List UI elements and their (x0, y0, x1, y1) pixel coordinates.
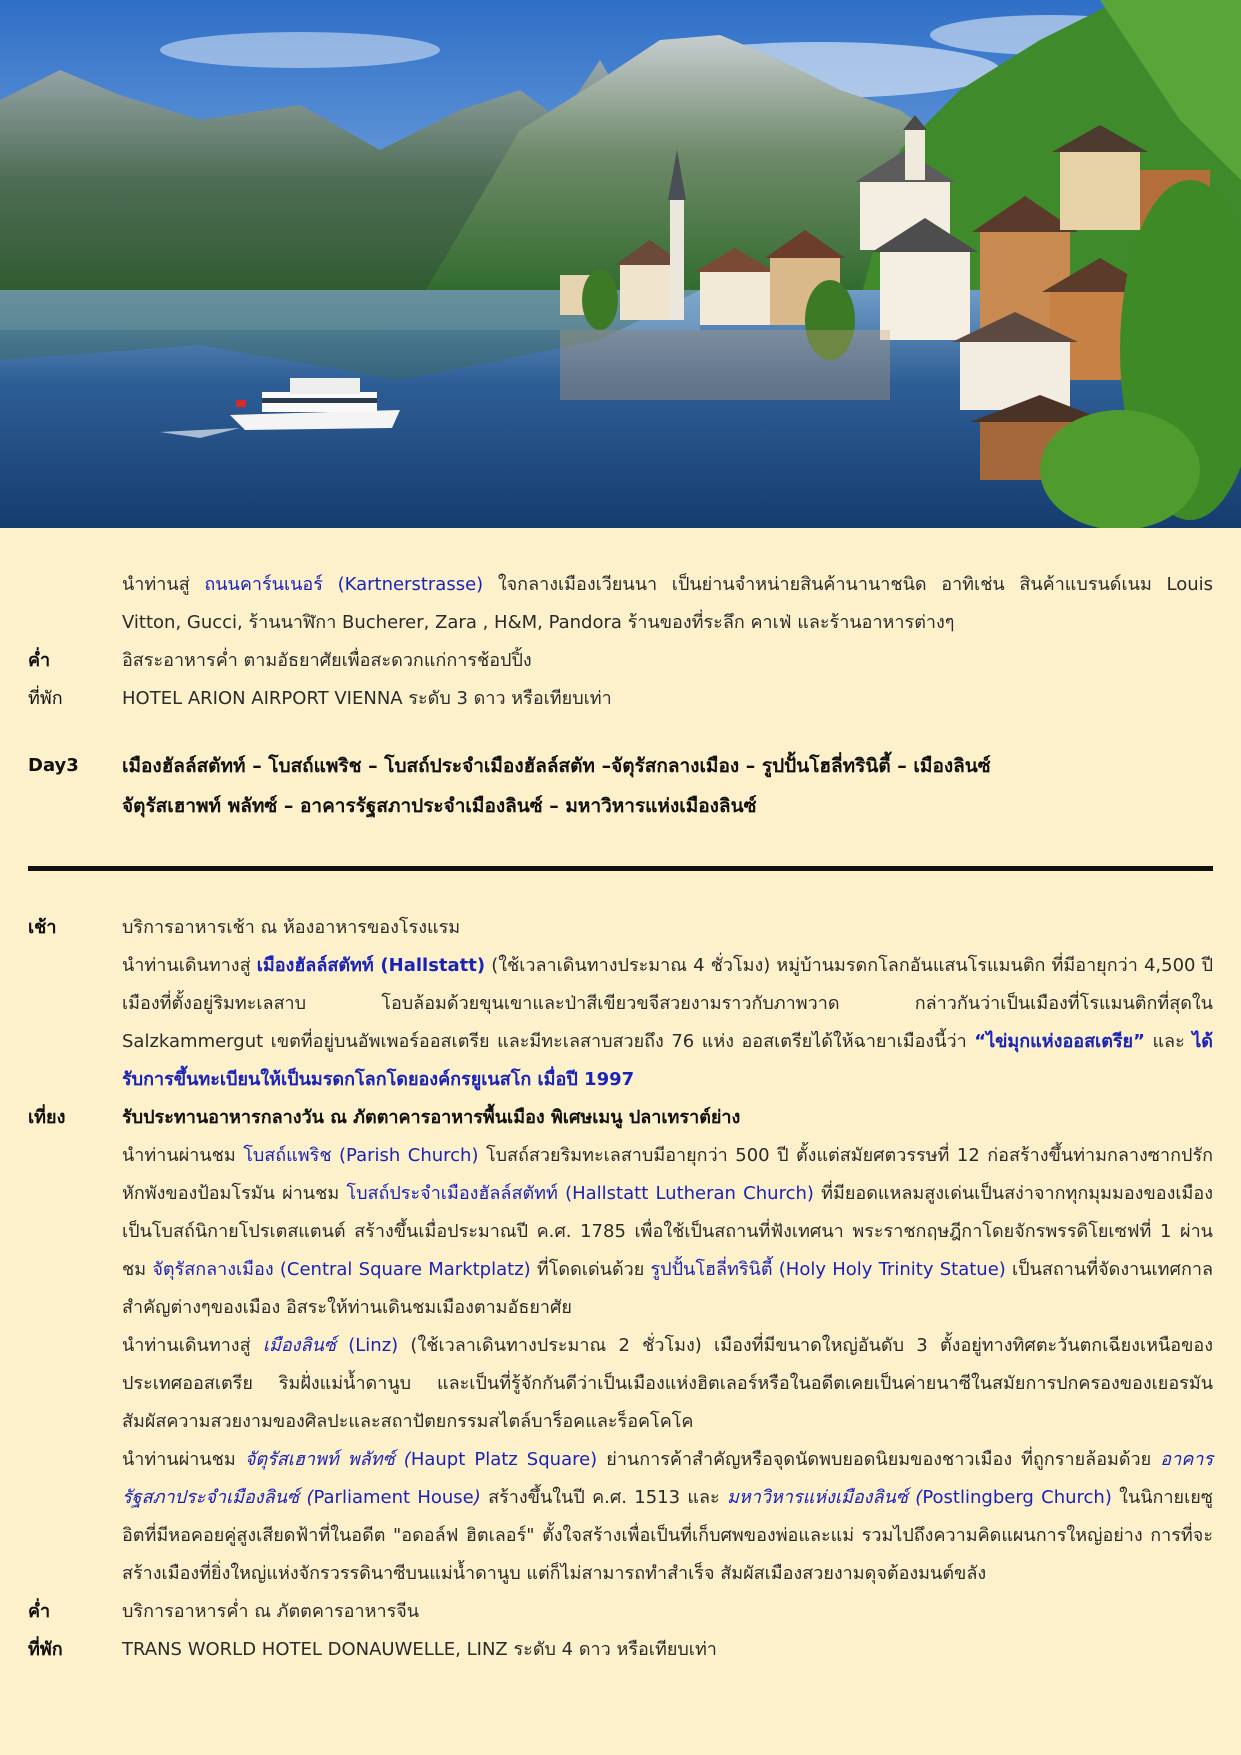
hallstatt-landscape-image (0, 0, 1241, 528)
text: นำท่านผ่านชม (122, 1145, 244, 1166)
hero-photo (0, 0, 1241, 528)
lunch-label: เที่ยง (28, 1107, 66, 1128)
unesco-highlight: ได้รับการขึ้นทะเบียนให้เป็นมรดกโลกโดยองค์กรยูเนสโก เมื่อปี 1997 (122, 1031, 1213, 1090)
church-paragraph (122, 1137, 1213, 1327)
kartnerstrasse-paragraph-row (28, 566, 1213, 642)
cathedral-thai-highlight: มหาวิหารแห่งเมืองลินซ์ ( (726, 1487, 923, 1508)
hotel-label: ที่พัก (28, 688, 63, 709)
empty-label (28, 947, 122, 1099)
parliament-highlight: Parliament House (313, 1487, 474, 1508)
dinner-text: อิสระอาหารค่ำ ตามอัธยาศัยเพื่อสะดวกแก่การช้อปปิ้ง (122, 650, 532, 671)
text: ย่านการค้าสำคัญหรือจุดนัดพบยอดนิยมของชาวเมือง ที่ถูกรายล้อมด้วย (597, 1449, 1161, 1470)
hotel-row-day2 (28, 680, 1213, 718)
hotel-row-day3 (28, 1631, 1213, 1669)
central-square-highlight: จัตุรัสกลางเมือง (Central Square Marktplatz) (152, 1259, 531, 1280)
kartnerstrasse-paragraph (122, 566, 1213, 642)
haupt-platz-highlight: Haupt Platz Square) (410, 1449, 598, 1470)
parliament-thai-highlight: อาคารรัฐสภาประจำเมืองลินซ์ ( (122, 1449, 1214, 1508)
empty-label (28, 1137, 122, 1327)
trinity-statue-highlight: รูปปั้นโฮลี่ทรินิตี้ (Holy Holy Trinity Statue) (650, 1259, 1006, 1280)
kartnerstrasse-highlight: ถนนคาร์นเนอร์ (Kartnerstrasse) (204, 574, 484, 595)
text: นำท่านผ่านชม (122, 1449, 245, 1470)
linz-english-highlight: (Linz) (336, 1335, 399, 1356)
lunch-row (28, 1099, 1213, 1137)
haupt-platz-paragraph-row (28, 1441, 1213, 1593)
hotel-label: ที่พัก (28, 1639, 63, 1660)
lutheran-church-highlight: โบสถ์ประจำเมืองฮัลล์สตัทท์ (Hallstatt Lutheran Church) (346, 1183, 814, 1204)
text: ใจกลางเมืองเวียนนา เป็นย่านจำหน่ายสินค้านานาชนิด อาทิเช่น สินค้าแบรนด์เนม Louis Vitton, Gucci, ร้านนาฬิกา Bucherer, Zara , H&M, Pandora ร้านของที่ระลึก คาเฟ่ และร้านอาหารต่างๆ (122, 574, 1213, 633)
text: เป็นสถานที่จัดงานเทศกาลสำคัญต่างๆของเมือง อิสระให้ท่านเดินชมเมืองตามอัธยาศัย (122, 1259, 1213, 1318)
divider (28, 866, 1213, 871)
dinner-row-day2 (28, 642, 1213, 680)
pearl-of-austria-highlight: “ไข่มุกแห่งออสเตรีย” (974, 1031, 1145, 1052)
empty-label (28, 1327, 122, 1441)
empty-label (28, 1441, 122, 1593)
text: ที่มียอดแหลมสูงเด่นเป็นสง่าจากทุกมุมมองของเมือง เป็นโบสถ์นิกายโปรเตสแตนต์ สร้างขึ้นเมื่อประมาณปี ค.ศ. 1785 เพื่อใช้เป็นสถานที่ฟังเทศนา พระราชกฤษฎีกาโดยจักรพรรดิโยเซฟที่ 1 ผ่านชม (122, 1183, 1213, 1280)
dinner-text: บริการอาหารค่ำ ณ ภัตตคารอาหารจีน (122, 1601, 420, 1622)
linz-paragraph-row (28, 1327, 1213, 1441)
hotel-text: TRANS WORLD HOTEL DONAUWELLE, LINZ ระดับ 4 ดาว หรือเทียบเท่า (122, 1639, 717, 1660)
day3-title (122, 746, 1213, 826)
itinerary-content (28, 566, 1213, 1669)
postlingberg-highlight: Postlingberg Church) (922, 1487, 1112, 1508)
day3-label: Day3 (28, 755, 79, 776)
text: นำท่านเดินทางสู่ (122, 1335, 263, 1356)
breakfast-text: บริการอาหารเช้า ณ ห้องอาหารของโรงแรม (122, 917, 461, 938)
text: โบสถ์สวยริมทะเลสาบมีอายุกว่า 500 ปี ตั้งแต่สมัยศตวรรษที่ 12 ก่อสร้างขึ้นท่ามกลางซากปรักหักพังของป้อมโรมัน ผ่านชม (122, 1145, 1214, 1204)
text: (ใช้เวลาเดินทางประมาณ 4 ชั่วโมง) หมู่บ้านมรดกโลกอันแสนโรแมนติก ที่มีอายุกว่า 4,500 ปี เมืองที่ตั้งอยู่ริมทะเลสาบ โอบล้อมด้วยขุนเขาและป่าสีเขียวขจีสวยงามราวกับภาพวาด กล่าวกันว่าเป็นเมืองที่โรแมนติกที่สุดใน Salzkammergut เขตที่อยู่บนอัพเพอร์ออสเตรีย และมีทะเลสาบสวยถึง 76 แห่ง ออสเตรียได้ให้ฉายาเมืองนี้ว่า (122, 955, 1214, 1052)
parish-church-highlight: โบสถ์แพริช (Parish Church) (243, 1145, 479, 1166)
text: นำท่านสู่ (122, 574, 205, 595)
haupt-platz-thai-highlight: จัตุรัสเฮาพท์ พลัทซ์ ( (244, 1449, 411, 1470)
haupt-platz-paragraph (122, 1441, 1213, 1593)
hotel-text: HOTEL ARION AIRPORT VIENNA ระดับ 3 ดาว หรือเทียบเท่า (122, 688, 612, 709)
breakfast-row (28, 909, 1213, 947)
day3-title-row (28, 746, 1213, 826)
text: สร้างขึ้นในปี ค.ศ. 1513 และ (480, 1487, 727, 1508)
church-paragraph-row (28, 1137, 1213, 1327)
text: และ (1144, 1031, 1193, 1052)
parliament-close-paren: ) (473, 1487, 481, 1508)
lunch-text: รับประทานอาหารกลางวัน ณ ภัตตาคารอาหารพื้นเมือง พิเศษเมนู ปลาเทราต์ย่าง (122, 1107, 741, 1128)
text: ในนิกายเยซูอิตที่มีหอคอยคู่สูงเสียดฟ้าที่ในอดีต "อดอล์ฟ ฮิตเลอร์" ตั้งใจสร้างเพื่อเป็นที่เก็บศพของพ่อและแม่ รวมไปถึงความคิดแผนการใหญ่อย่าง การที่จะสร้างเมืองที่ยิ่งใหญ่แห่งจักรวรรดินาซีบนแม่น้ำดานูบ แต่ก็ไม่สามารถทำสำเร็จ สัมผัสเมืองสวยงามดุจต้องมนต์ขลัง (122, 1487, 1214, 1584)
day3-title-line2: จัตุรัสเฮาพท์ พลัทซ์ – อาคารรัฐสภาประจำเมืองลินซ์ – มหาวิหารแห่งเมืองลินซ์ (122, 795, 757, 817)
hallstatt-highlight: เมืองฮัลล์สตัทท์ (Hallstatt) (256, 955, 486, 976)
dinner-label: ค่ำ (28, 1601, 51, 1622)
day3-title-line1: เมืองฮัลล์สตัทท์ – โบสถ์แพริช – โบสถ์ประจำเมืองฮัลล์สตัท –จัตุรัสกลางเมือง – รูปปั้นโฮลี่ทรินิตี้ – เมืองลินซ์ (122, 755, 991, 777)
dinner-row-day3 (28, 1593, 1213, 1631)
linz-paragraph (122, 1327, 1213, 1441)
linz-highlight: เมืองลินซ์ (262, 1335, 336, 1356)
breakfast-label: เช้า (28, 917, 57, 938)
text: นำท่านเดินทางสู่ (122, 955, 257, 976)
empty-label (28, 566, 122, 642)
hallstatt-paragraph-row (28, 947, 1213, 1099)
hallstatt-paragraph (122, 947, 1213, 1099)
text: ที่โดดเด่นด้วย (530, 1259, 651, 1280)
text: (ใช้เวลาเดินทางประมาณ 2 ชั่วโมง) เมืองที่มีขนาดใหญ่อันดับ 3 ตั้งอยู่ทางทิศตะวันตกเฉียงเหนือของประเทศออสเตรีย ริมฝั่งแม่น้ำดานูบ และเป็นที่รู้จักกันดีว่าเป็นเมืองแห่งฮิตเลอร์หรือในอดีตเคยเป็นค่ายนาซีในสมัยการปกครองของเยอรมัน สัมผัสความสวยงามของศิลปะและสถาปัตยกรรมสไตล์บาร็อคและร็อคโคโค (122, 1335, 1213, 1432)
dinner-label: ค่ำ (28, 650, 51, 671)
